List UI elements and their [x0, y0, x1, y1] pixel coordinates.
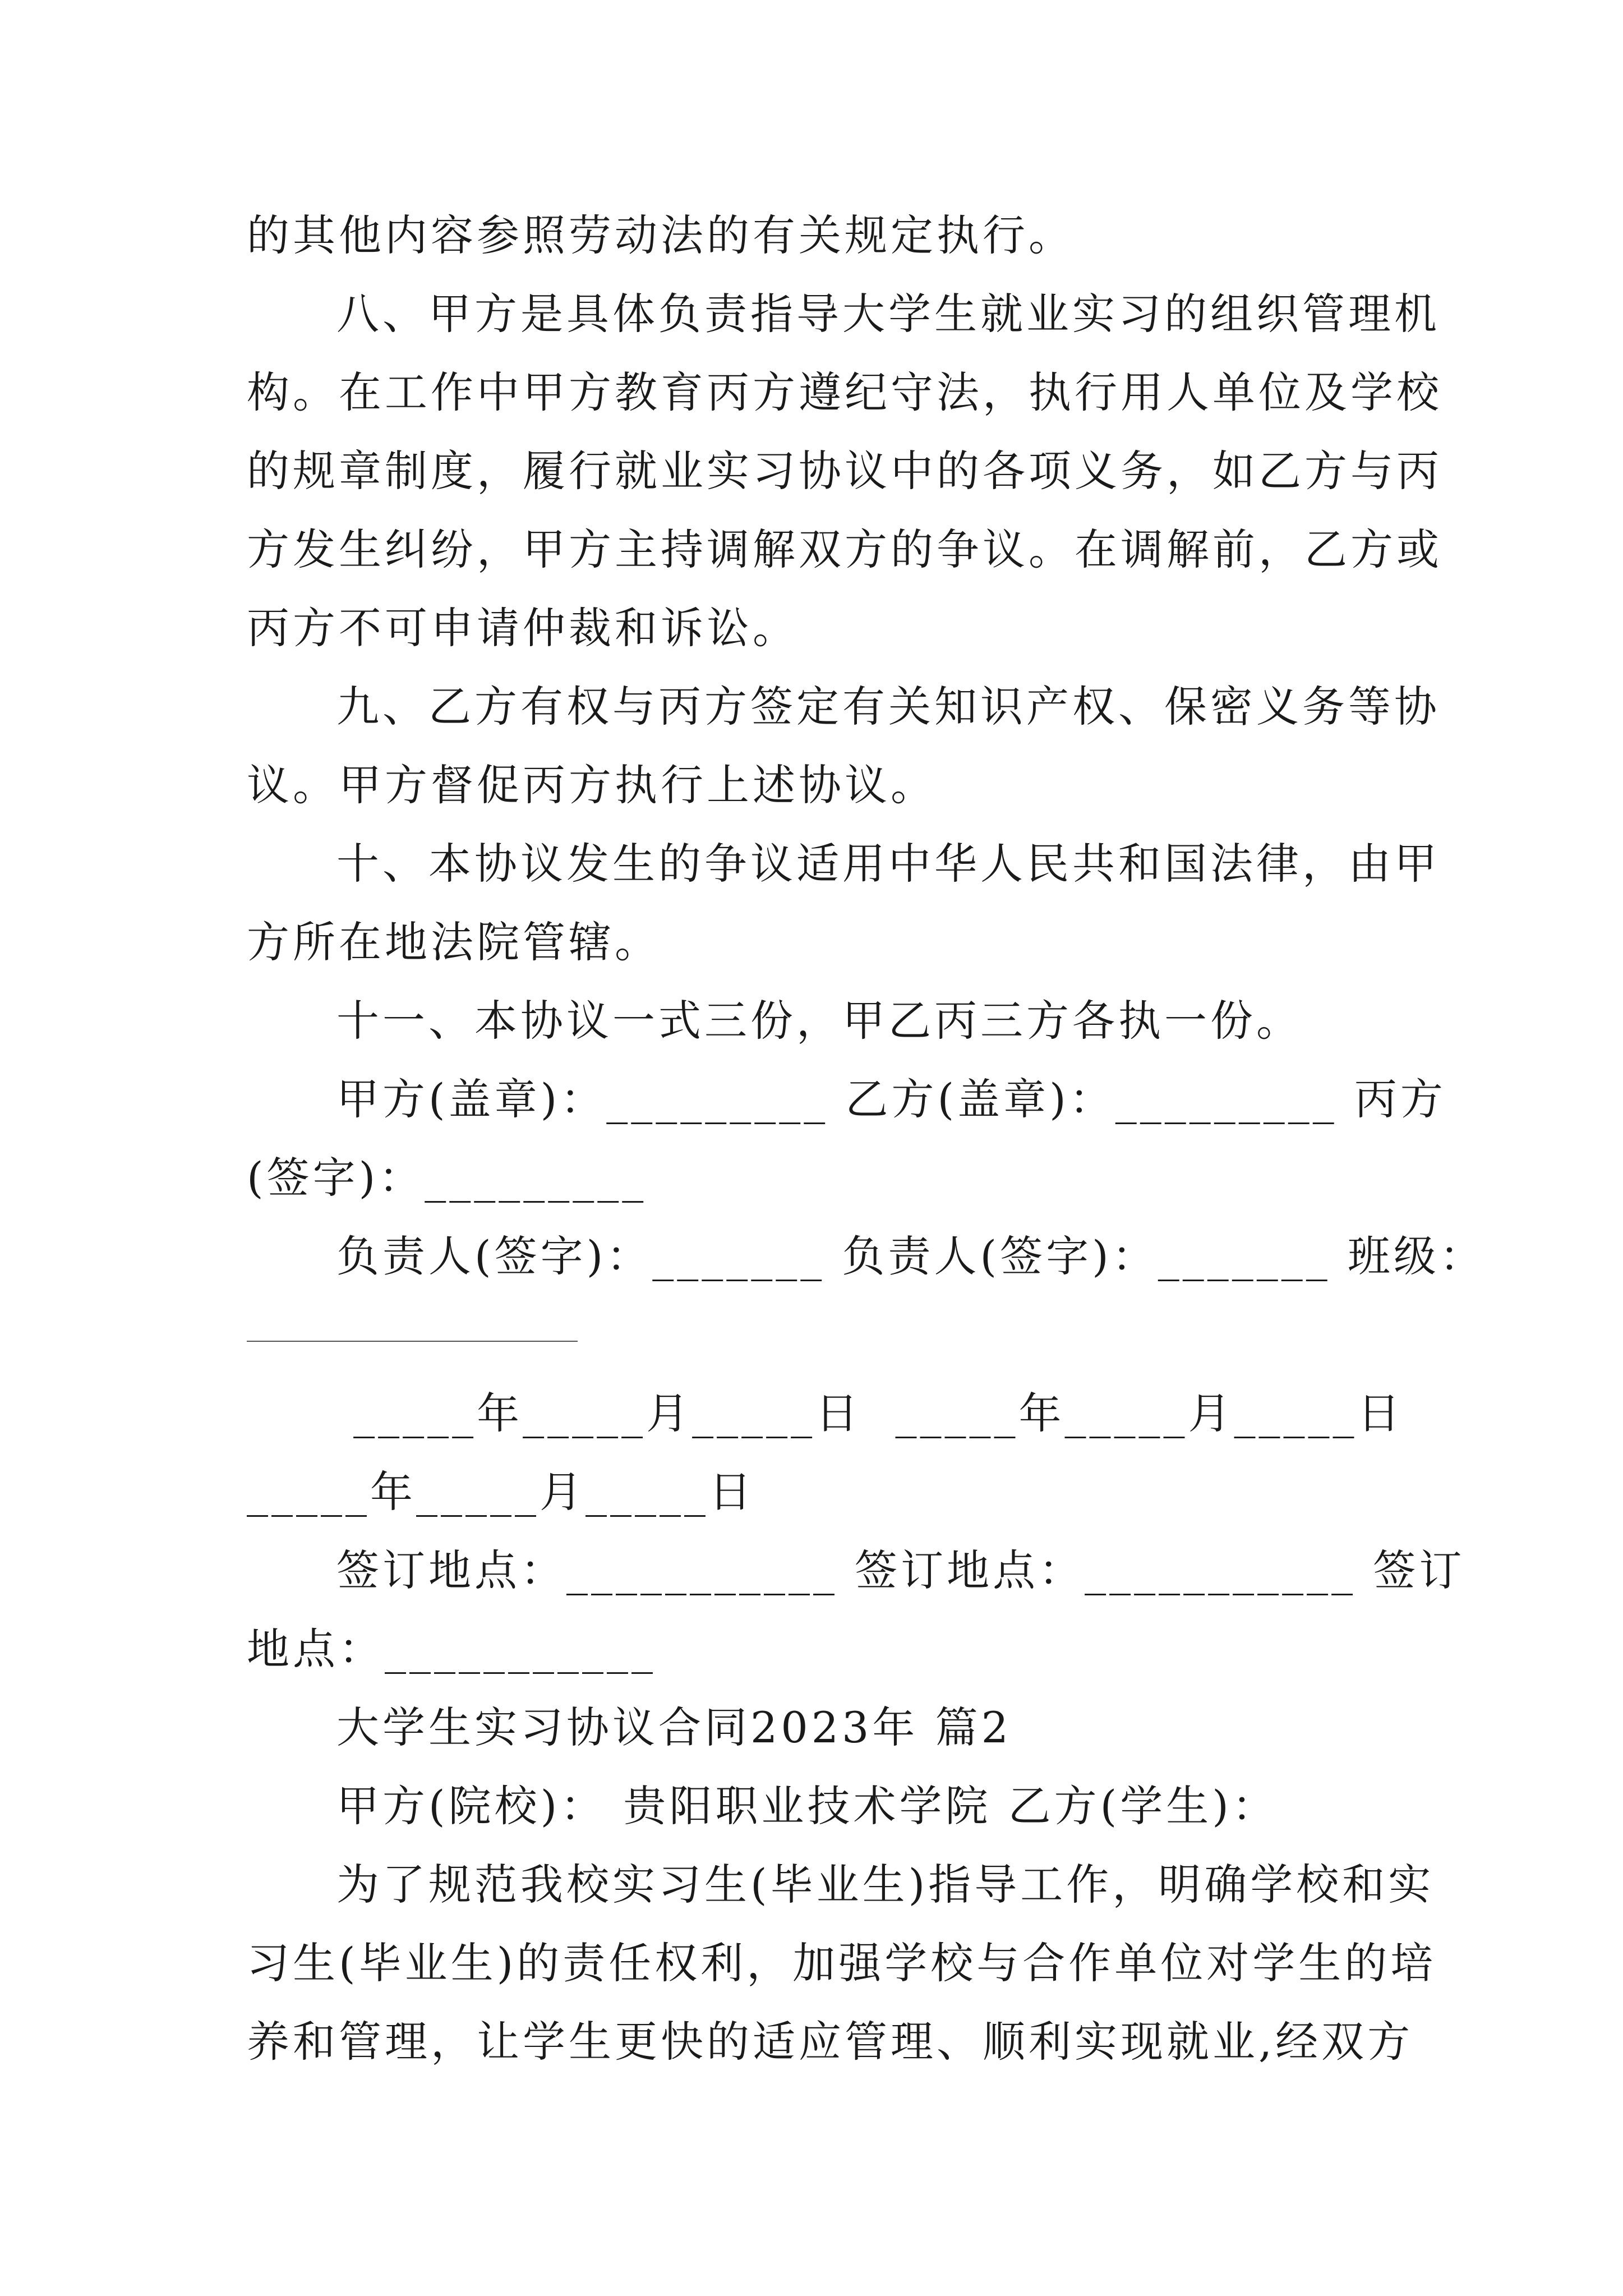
clause-10-line-1: 十、本协议发生的争议适用中华人民共和国法律，由甲: [336, 839, 1440, 889]
preamble-line-1: 为了规范我校实习生(毕业生)指导工作，明确学校和实: [336, 1860, 1435, 1910]
seal-line-1: 甲方(盖章)：_________ 乙方(盖章)：_________ 丙方: [336, 1074, 1446, 1124]
text-line-1: 的其他内容参照劳动法的有关规定执行。: [247, 210, 1075, 260]
clause-9-line-1: 九、乙方有权与丙方签定有关知识产权、保密义务等协: [336, 682, 1440, 731]
preamble-line-3: 养和管理，让学生更快的适应管理、顺利实现就业,经双方: [247, 2017, 1414, 2067]
clause-8-line-1: 八、甲方是具体负责指导大学生就业实习的组织管理机: [336, 289, 1440, 339]
preamble-line-2: 习生(毕业生)的责任权利，加强学校与合作单位对学生的培: [247, 1938, 1437, 1988]
section-heading-2: 大学生实习协议合同2023年 篇2: [336, 1703, 1012, 1752]
signatory-line-2: [247, 1307, 1385, 1363]
seal-line-2: (签字)：_________: [247, 1153, 647, 1203]
date-line-2: _____年_____月_____日: [247, 1467, 755, 1517]
clause-8-line-5: 丙方不可申请仲裁和诉讼。: [247, 603, 799, 653]
place-line-1: 签订地点：___________ 签订地点：___________ 签订: [336, 1545, 1465, 1595]
place-line-2: 地点：___________: [247, 1624, 656, 1674]
class-blank-underline: [247, 1341, 578, 1342]
signatory-line-1: 负责人(签字)：_______ 负责人(签字)：_______ 班级：: [336, 1231, 1486, 1281]
clause-8-line-4: 方发生纠纷，甲方主持调解双方的争议。在调解前，乙方或: [247, 524, 1442, 574]
clause-10-line-2: 方所在地法院管辖。: [247, 917, 661, 967]
clause-8-line-2: 构。在工作中甲方教育丙方遵纪守法，执行用人单位及学校: [247, 367, 1442, 417]
parties-line: 甲方(院校)： 贵阳职业技术学院 乙方(学生)：: [336, 1781, 1278, 1831]
clause-8-line-3: 的规章制度，履行就业实习协议中的各项义务，如乙方与丙: [247, 446, 1442, 496]
clause-9-line-2: 议。甲方督促丙方执行上述协议。: [247, 760, 937, 810]
clause-11-line: 十一、本协议一式三份，甲乙丙三方各执一份。: [336, 996, 1302, 1046]
date-line-1: _____年_____月_____日 _____年_____月_____日: [336, 1388, 1404, 1438]
